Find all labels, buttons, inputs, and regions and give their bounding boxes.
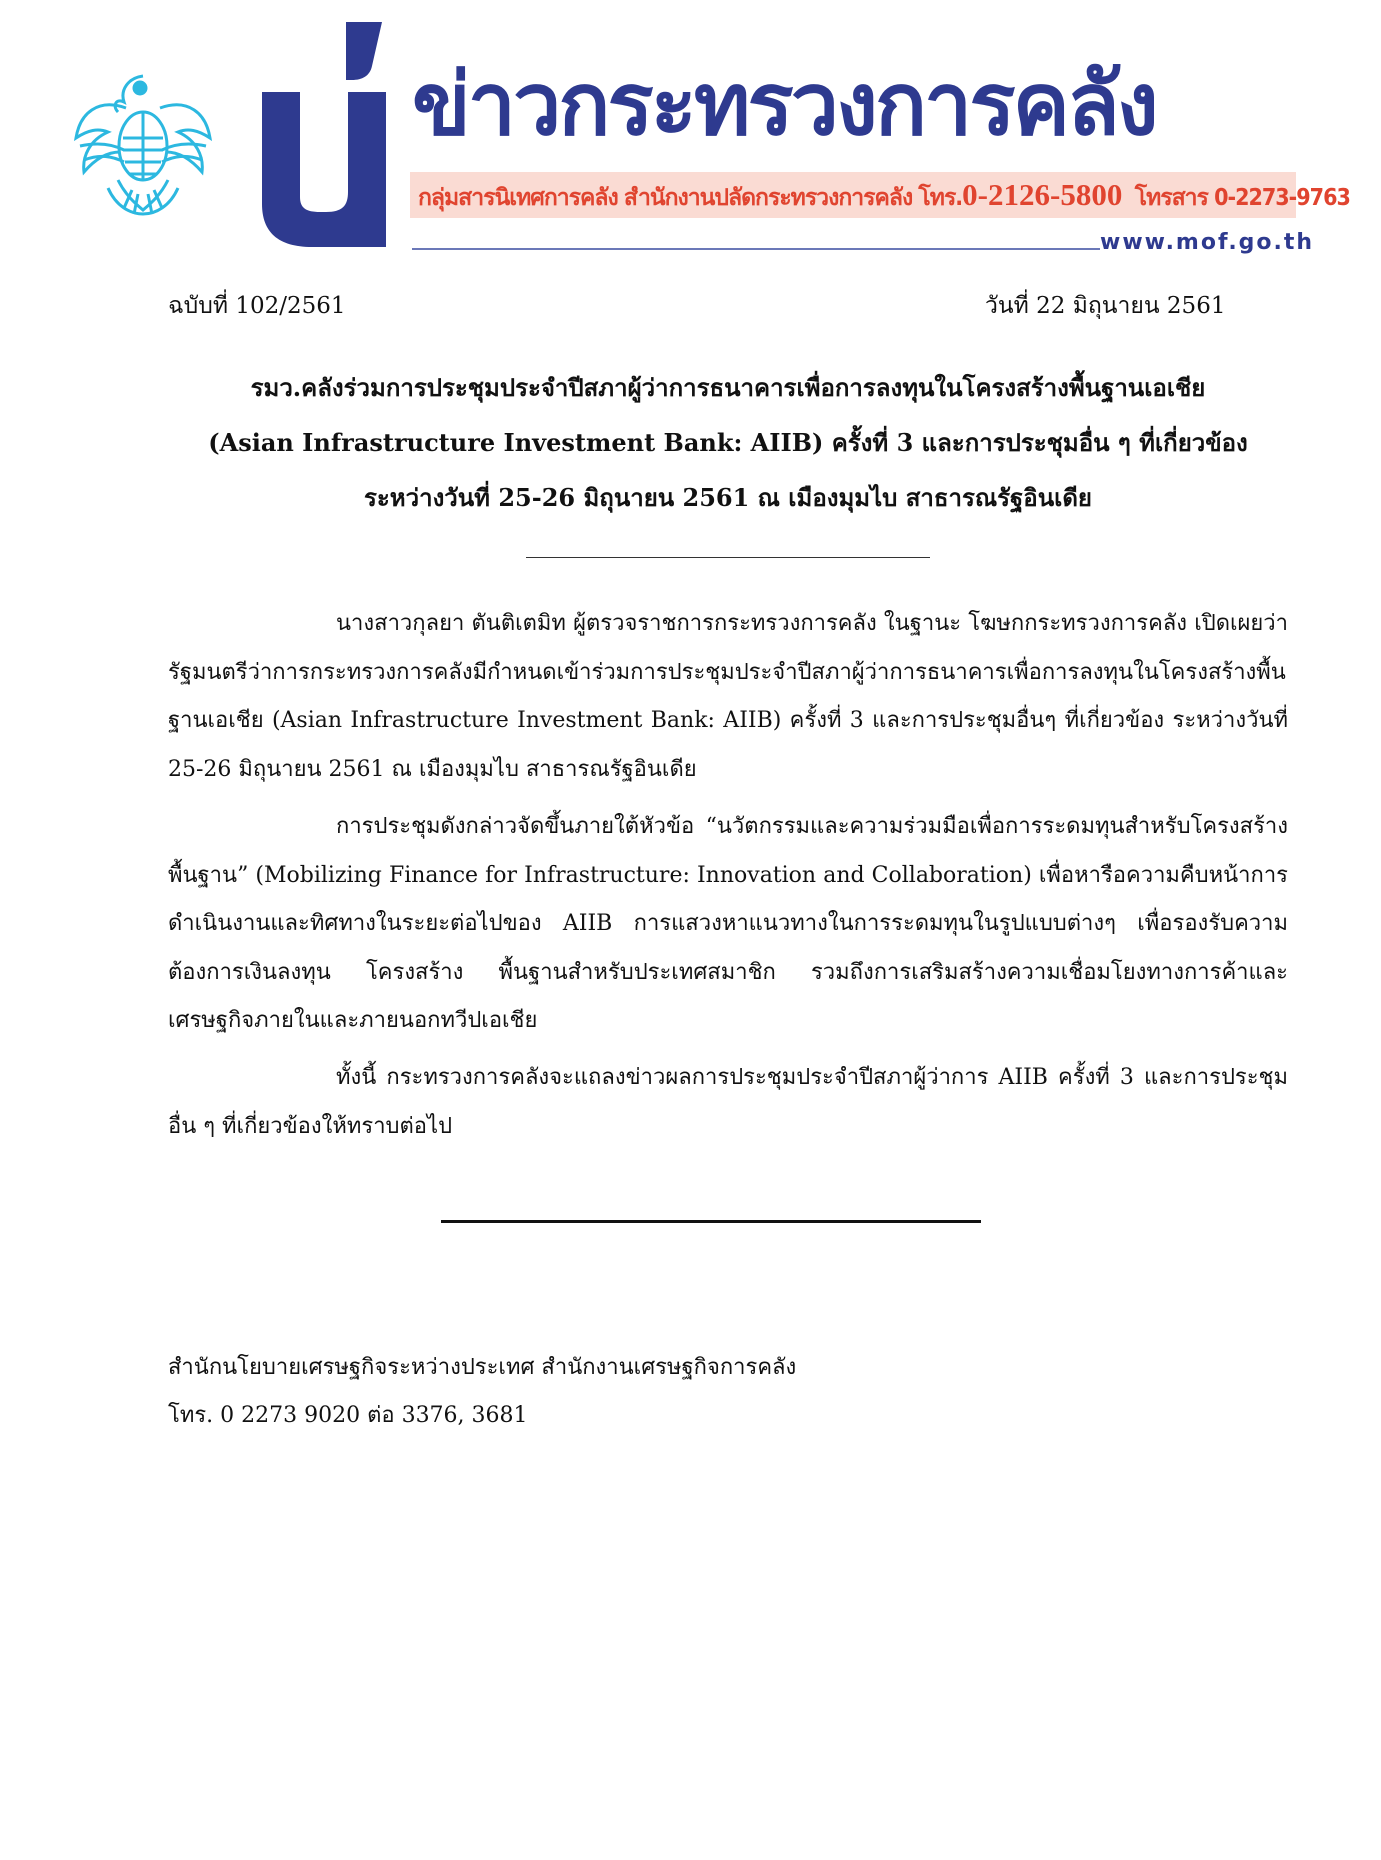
masthead-phone: 0-2126-5800 <box>962 177 1123 212</box>
body-paragraph: ทั้งนี้ กระทรวงการคลังจะแถลงข่าวผลการประชุมประจำปีสภาผู้ว่าการ AIIB ครั้งที่ 3 และการประชุมอื่น ๆ ที่เกี่ยวข้องให้ทราบต่อไป <box>168 1065 1288 1139</box>
masthead-fax: โทรสาร 0-2273-9763 <box>1134 185 1350 211</box>
masthead-big-letter <box>262 22 402 247</box>
masthead-info-label: กลุ่มสารนิเทศการคลัง สำนักงานปลัดกระทรวงการคลัง โทร. <box>418 185 963 211</box>
end-divider <box>441 1220 981 1223</box>
title-line: ระหว่างวันที่ 25-26 มิถุนายน 2561 ณ เมืองมุมไบ สาธารณรัฐอินเดีย <box>364 483 1092 512</box>
masthead-title: ข่าวกระทรวงการคลัง <box>412 55 1156 155</box>
issue-date: วันที่ 22 มิถุนายน 2561 <box>985 293 1226 319</box>
masthead-contact <box>418 176 1350 217</box>
title-line: รมว.คลังร่วมการประชุมประจำปีสภาผู้ว่าการธนาคารเพื่อการลงทุนในโครงสร้างพื้นฐานเอเชีย <box>250 373 1206 402</box>
contact-phone: โทร. 0 2273 9020 ต่อ 3376, 3681 <box>168 1403 528 1428</box>
document-title <box>168 360 1288 525</box>
header-divider <box>412 248 1100 250</box>
body-paragraph: นางสาวกุลยา ตันติเตมิท ผู้ตรวจราชการกระทรวงการคลัง ในฐานะ โฆษกกระทรวงการคลัง เปิดเผยว่า รัฐมนตรีว่าการกระทรวงการคลังมีกำหนดเข้าร่วมการประชุมประจำปีสภาผู้ว่าการธนาคารเพื่อการลงทุนในโครงสร้างพื้นฐานเอเชีย (Asian Infrastructure Investment Bank: AIIB) ครั้งที่ 3 และการประชุมอื่นๆ ที่เกี่ยวข้อง ระหว่างวันที่ 25-26 มิถุนายน 2561 ณ เมืองมุมไบ สาธารณรัฐอินเดีย <box>168 611 1288 782</box>
body-paragraph: การประชุมดังกล่าวจัดขึ้นภายใต้หัวข้อ “นวัตกรรมและความร่วมมือเพื่อการระดมทุนสำหรับโครงสร้างพื้นฐาน” (Mobilizing Finance for Infrastructure: Innovation and Collaboration) เพื่อหารือความคืบหน้าการดำเนินงานและทิศทางในระยะต่อไปของ AIIB การแสวงหาแนวทางในการระดมทุนในรูปแบบต่างๆ เพื่อรองรับความต้องการเงินลงทุน โครงสร้าง พื้นฐานสำหรับประเทศสมาชิก รวมถึงการเสริมสร้างความเชื่อมโยงทางการค้าและเศรษฐกิจภายในและภายนอกทวีปเอเชีย <box>168 814 1288 1033</box>
garuda-emblem-icon <box>68 68 218 218</box>
title-line: (Asian Infrastructure Investment Bank: AIIB) ครั้งที่ 3 และการประชุมอื่น ๆ ที่เกี่ยวข้อง <box>208 428 1248 457</box>
contact-office: สำนักนโยบายเศรษฐกิจระหว่างประเทศ สำนักงานเศรษฐกิจการคลัง <box>168 1355 797 1380</box>
website-link[interactable]: www.mof.go.th <box>1100 230 1315 255</box>
masthead <box>0 0 1381 260</box>
issue-number: ฉบับที่ 102/2561 <box>168 293 346 319</box>
title-divider <box>526 557 930 558</box>
